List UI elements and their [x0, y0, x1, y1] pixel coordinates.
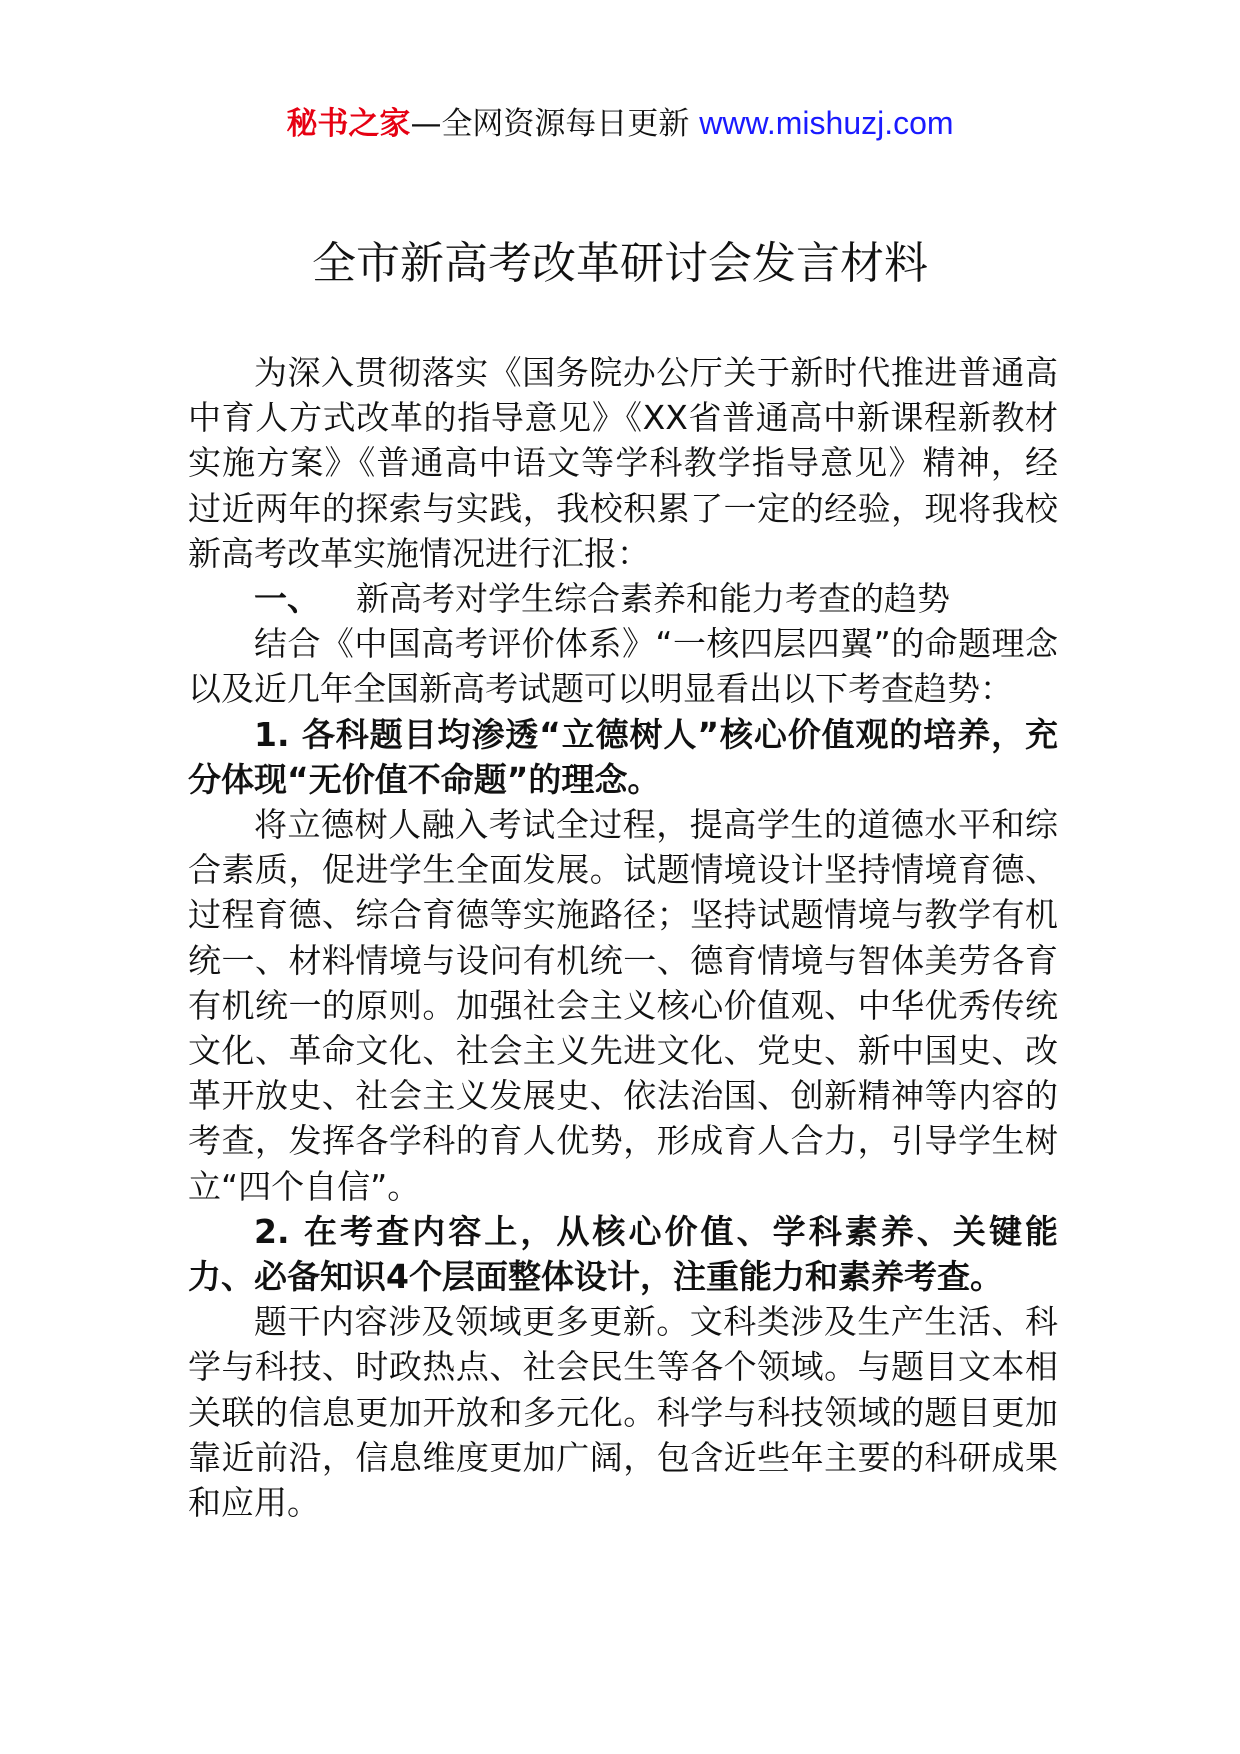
document-body	[188, 350, 1058, 1525]
point-2-title: 2. 在考查内容上，从核心价值、学科素养、关键能力、必备知识4个层面整体设计，注重能力和素养考查。	[188, 1211, 1058, 1297]
intro-paragraph: 为深入贯彻落实《国务院办公厅关于新时代推进普通高中育人方式改革的指导意见》《XX省普通高中新课程新教材实施方案》《普通高中语文等学科教学指导意见》精神，经过近两年的探索与实践，我校积累了一定的经验，现将我校新高考改革实施情况进行汇报：	[188, 353, 1058, 573]
point-1-body: 将立德树人融入考试全过程，提高学生的道德水平和综合素质，促进学生全面发展。试题情境设计坚持情境育德、过程育德、综合育德等实施路径；坚持试题情境与教学有机统一、材料情境与设问有机统一、德育情境与智体美劳各育有机统一的原则。加强社会主义核心价值观、中华优秀传统文化、革命文化、社会主义先进文化、党史、新中国史、改革开放史、社会主义发展史、依法治国、创新精神等内容的考查，发挥各学科的育人优势，形成育人合力，引导学生树立“四个自信”。	[188, 805, 1058, 1206]
site-url-link[interactable]: www.mishuzj.com	[699, 105, 954, 141]
section-1-intro: 结合《中国高考评价体系》“一核四层四翼”的命题理念以及近几年全国新高考试题可以明显看出以下考查趋势：	[188, 624, 1058, 709]
point-2-body: 题干内容涉及领域更多更新。文科类涉及生产生活、科学与科技、时政热点、社会民生等各个领域。与题目文本相关联的信息更加开放和多元化。科学与科技领域的题目更加靠近前沿，信息维度更加广阔，包含近些年主要的科研成果和应用。	[188, 1302, 1058, 1523]
section-1-number: 一、	[254, 579, 320, 619]
site-header	[0, 98, 1240, 149]
section-1-heading-text: 新高考对学生综合素养和能力考查的趋势	[356, 579, 950, 619]
point-1-title: 1. 各科题目均渗透“立德树人”核心价值观的培养，充分体现“无价值不命题”的理念。	[188, 714, 1058, 799]
header-tagline: —全网资源每日更新	[410, 106, 700, 142]
brand-name: 秘书之家	[286, 106, 411, 142]
document-title: 全市新高考改革研讨会发言材料	[312, 238, 928, 289]
section-1-heading	[188, 576, 1058, 621]
